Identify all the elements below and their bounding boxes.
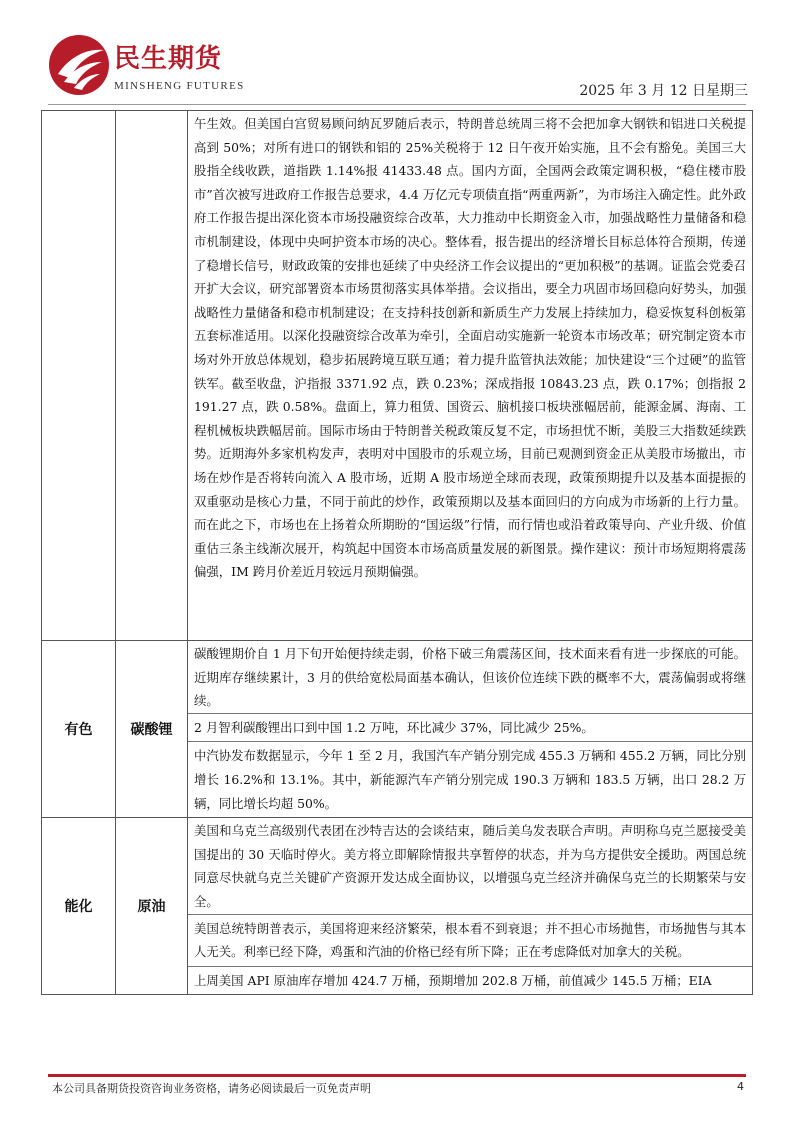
header-divider [48, 104, 746, 105]
page-header [48, 34, 748, 104]
content-cell [188, 641, 753, 818]
table-row [42, 111, 753, 641]
paragraph: 上周美国 API 原油库存增加 424.7 万桶，预期增加 202.8 万桶，前值减少 145.5 万桶；EIA [188, 966, 752, 995]
content-cell [188, 111, 753, 641]
footer-divider [48, 1074, 746, 1077]
paragraph: 碳酸锂期价自 1 月下旬开始便持续走弱，价格下破三角震荡区间，技术面来看有进一步探底的可能。近期库存继续累计，3 月的供给宽松局面基本确认，但该价位连续下跌的概率不大，震荡偏弱或将继续。 [194, 646, 746, 709]
table-row [42, 641, 753, 818]
brand-name-en: MINSHENG FUTURES [114, 80, 245, 92]
paragraph: 2 月智利碳酸锂出口到中国 1.2 万吨，环比减少 37%，同比减少 25%。 [188, 713, 752, 742]
content-cell [188, 818, 753, 995]
page-number: 4 [737, 1080, 744, 1093]
paragraph: 美国总统特朗普表示，美国将迎来经济繁荣，根本看不到衰退；并不担心市场抛售，市场抛售与其本人无关。利率已经下降，鸡蛋和汽油的价格已经有所下降；正在考虑降低对加拿大的关税。 [188, 914, 752, 966]
paragraph: 午生效。但美国白宫贸易顾问纳瓦罗随后表示，特朗普总统周三将不会把加拿大钢铁和铝进口关税提高到 50%；对所有进口的钢铁和铝的 25%关税将于 12 日午夜开始实施，且不会有豁免。美国三大股指全线收跌，道指跌 1.14%报 41433.48 点。国内方面，全国两会政策定调积极，“稳住楼市股市”首次被写进政府工作报告总要求，4.4 万亿元专项债直指“两重两新”，为市场注入确定性。此外政府工作报告提出深化资本市场投融资综合改革，大力推动中长期资金入市，加强战略性力量储备和稳市机制建设，体现中央呵护资本市场的决心。整体看，报告提出的经济增长目标总体符合预期，传递了稳增长信号，财政政策的安排也延续了中央经济工作会议提出的“更加积极”的基调。证监会党委召开扩大会议，研究部署资本市场贯彻落实具体举措。会议指出，要全力巩固市场回稳向好势头，加强战略性力量储备和稳市机制建设；在支持科技创新和新质生产力发展上持续加力，稳妥恢复科创板第五套标准适用。以深化投融资综合改革为牵引，全面启动实施新一轮资本市场改革；研究制定资本市场对外开放总体规划，稳步拓展跨境互联互通；着力提升监管执法效能；加快建设“三个过硬”的监管铁军。截至收盘，沪指报 3371.92 点，跌 0.23%；深成指报 10843.23 点，跌 0.17%；创指报 2191.27 点，跌 0.58%。盘面上，算力租赁、国资云、脑机接口板块涨幅居前，能源金属、海南、工程机械板块跌幅居前。国际市场由于特朗普关税政策反复不定，市场担忧不断，美股三大指数延续跌势。近期海外多家机构发声，表明对中国股市的乐观立场，目前已观测到资金正从美股市场撤出，市场在炒作是否将转向流入 A 股市场，近期 A 股市场逆全球而表现，政策预期提升以及基本面提振的双重驱动是核心力量，不同于前此的炒作，政策预期以及基本面回归的方向成为市场新的上行力量。而在此之下，市场也在上扬着众所期盼的“国运级”行情，而行情也或沿着政策导向、产业升级、价值重估三条主线渐次展开，构筑起中国资本市场高质量发展的新图景。操作建议：预计市场短期将震荡偏强，IM 跨月价差近月较远月预期偏强。 [194, 116, 746, 580]
report-date: 2025 年 3 月 12 日星期三 [579, 83, 748, 99]
category-cell: 能化 [42, 818, 116, 995]
category-cell: 有色 [42, 641, 116, 818]
paragraph: 中汽协发布数据显示，今年 1 至 2 月，我国汽车产销分别完成 455.3 万辆和 455.2 万辆，同比分别增长 16.2%和 13.1%。其中，新能源汽车产销分别完成 190.3 万辆和 183.5 万辆，出口 28.2 万辆，同比增长均超 50%。 [188, 741, 752, 817]
category-cell [42, 111, 116, 641]
brand-name-cn: 民生期货 [114, 44, 223, 74]
footer-disclaimer: 本公司具备期货投资咨询业务资格，请务必阅读最后一页免责声明 [52, 1082, 371, 1095]
subcategory-cell: 原油 [116, 818, 188, 995]
paragraph: 美国和乌克兰高级别代表团在沙特吉达的会谈结束，随后美乌发表联合声明。声明称乌克兰愿接受美国提出的 30 天临时停火。美方将立即解除情报共享暂停的状态，并为乌方提供安全援助。两国总统同意尽快就乌克兰关键矿产资源开发达成全面协议，以增强乌克兰经济并确保乌克兰的长期繁荣与安全。 [194, 823, 746, 909]
table-row [42, 818, 753, 995]
subcategory-cell [116, 111, 188, 641]
subcategory-cell: 碳酸锂 [116, 641, 188, 818]
minsheng-logo-icon [48, 34, 110, 96]
commodity-table [41, 110, 753, 995]
